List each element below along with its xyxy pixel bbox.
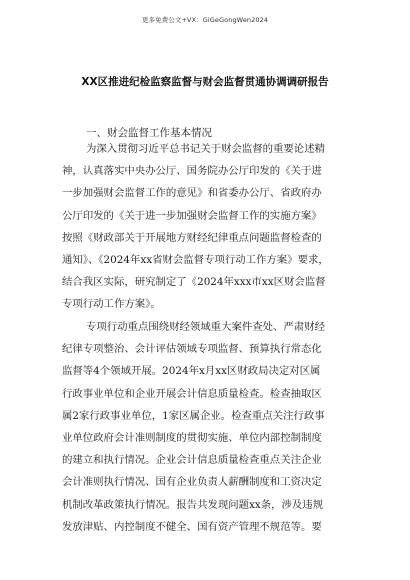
paragraph-line: 纪律专项整治、会计评估领域专项监督、预算执行常态化 <box>62 343 322 356</box>
paragraph-line: 专项行动工作方案》。 <box>62 298 161 311</box>
paragraph-line: 一步加强财会监督工作的意见》和省委办公厅、省政府办 <box>62 187 322 200</box>
header-note: 更多免费公文+VX：GiGeGongWen2024 <box>141 16 269 24</box>
paragraph-line: 按照《财政部关于开展地方财经纪律重点问题监督检查的 <box>62 231 322 244</box>
paragraph <box>62 316 352 538</box>
paragraph <box>62 138 352 316</box>
paragraph-line: 专项行动重点围绕财经领域重大案件查处、严肃财经 <box>86 321 325 333</box>
paragraph-line: 业单位政府会计准则制度的贯彻实施、单位内部控制制度 <box>62 431 322 444</box>
paragraph-line: 发放津贴、内控制度不健全、国有资产管理不规范等。要 <box>62 520 322 533</box>
paragraph-line: 监督等4个领域开展。2024年x月xx区财政局决定对区属 <box>62 365 321 378</box>
paragraph-line: 的建立和执行情况。企业会计信息质量检查重点关注企业 <box>62 454 322 467</box>
paragraph-line: 神，认真落实中央办公厅、国务院办公厅印发的《关于进 <box>62 165 322 178</box>
section-heading: 一、财会监督工作基本情况 <box>86 127 212 139</box>
paragraph-line: 会计准则执行情况、国有企业负责人薪酬制度和工资决定 <box>62 476 322 489</box>
paragraph-line: 行政事业单位和企业开展会计信息质量检查。检查抽取区 <box>62 387 322 400</box>
paragraph-line: 结合我区实际，研究制定了《2024年xxx市xx区财会监督 <box>62 276 326 289</box>
document-title: XX区推进纪检监察监督与财会监督贯通协调调研报告 <box>81 76 329 88</box>
paragraph-line: 公厅印发的《关于进一步加强财会监督工作的实施方案》 <box>62 209 322 222</box>
paragraph-line: 机制改革政策执行情况。报告共发现问题xx条，涉及违规 <box>62 498 324 511</box>
paragraph-line: 为深入贯彻习近平总书记关于财会监督的重要论述精 <box>86 143 325 155</box>
paragraph-line: 通知》、《2024年xx省财会监督专项行动工作方案》要求， <box>62 253 329 266</box>
paragraph-line: 属2家行政事业单位，1家区属企业。检查重点关注行政事 <box>62 409 325 422</box>
